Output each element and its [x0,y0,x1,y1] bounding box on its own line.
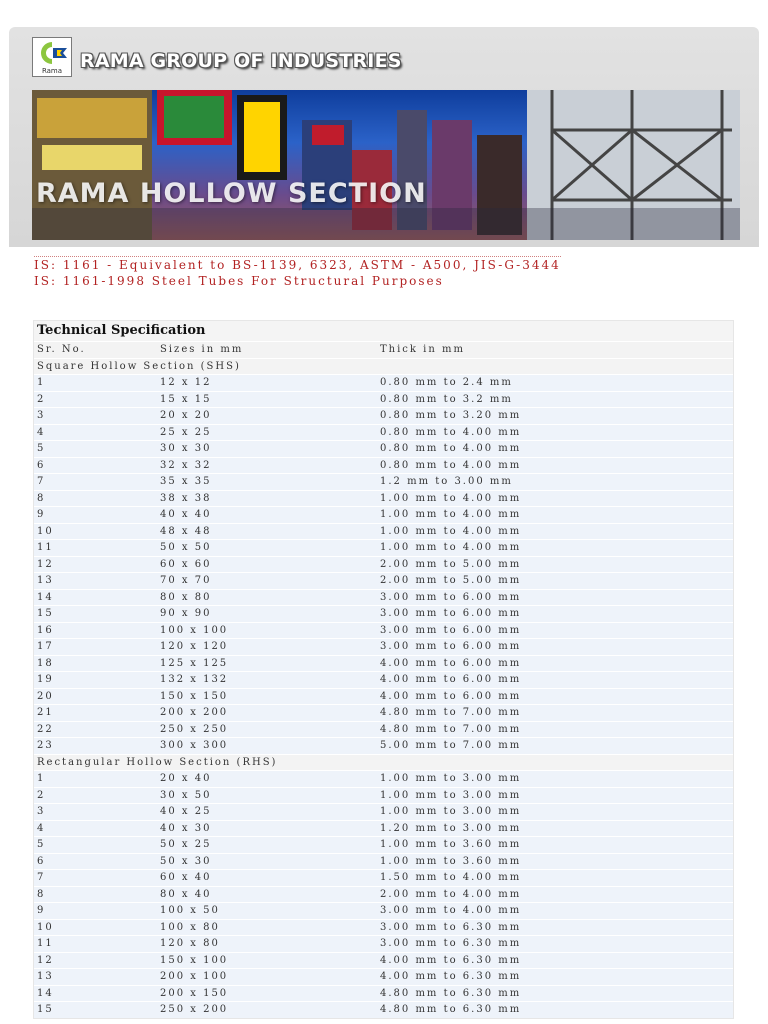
table-row [34,457,733,474]
cell-sr-no: 12 [37,954,54,966]
table-row [34,539,733,556]
table-row [34,490,733,507]
cell-sr-no: 7 [37,476,46,487]
cell-size: 100 x 100 [160,624,229,636]
cell-sr-no: 8 [37,492,46,504]
cell-thickness: 3.00 mm to 6.30 mm [380,938,522,949]
table-row [34,424,733,441]
cell-size: 40 x 40 [160,509,212,520]
cell-sr-no: 17 [37,641,54,652]
table-row [34,836,733,853]
cell-thickness: 1.00 mm to 4.00 mm [380,509,522,520]
table-row [34,407,733,424]
cell-thickness: 3.00 mm to 6.00 mm [380,641,522,652]
cell-sr-no: 9 [37,905,46,916]
cell-size: 60 x 60 [160,558,212,570]
table-header-row [34,341,733,358]
cell-size: 38 x 38 [160,492,212,504]
table-row [34,770,733,787]
table-row [34,440,733,457]
cell-size: 40 x 30 [160,822,212,834]
table-row [34,704,733,721]
cell-sr-no: 15 [37,608,54,619]
table-row [34,902,733,919]
cell-size: 25 x 25 [160,426,212,438]
cell-sr-no: 21 [37,707,54,718]
cell-size: 90 x 90 [160,608,212,619]
section-header-row [34,358,733,375]
cell-size: 35 x 35 [160,476,212,487]
cell-size: 50 x 25 [160,839,212,850]
cell-thickness: 1.00 mm to 4.00 mm [380,542,522,553]
cell-sr-no: 15 [37,1004,54,1015]
cell-thickness: 4.00 mm to 6.00 mm [380,657,522,669]
cell-thickness: 1.00 mm to 3.60 mm [380,855,522,867]
cell-sr-no: 9 [37,509,46,520]
cell-size: 200 x 150 [160,987,229,999]
cell-sr-no: 6 [37,459,46,471]
cell-sr-no: 5 [37,443,46,454]
cell-thickness: 4.80 mm to 7.00 mm [380,707,522,718]
cell-size: 200 x 100 [160,971,229,982]
cell-sr-no: 14 [37,591,54,603]
cell-size: 80 x 80 [160,591,212,603]
cell-thickness: 1.00 mm to 3.60 mm [380,839,522,850]
table-row [34,721,733,738]
cell-size: 132 x 132 [160,674,229,685]
cell-thickness: 2.00 mm to 5.00 mm [380,575,522,586]
cell-thickness: 0.80 mm to 4.00 mm [380,459,522,471]
cell-sr-no: 2 [37,789,46,801]
standard-equivalent-line: IS: 1161 - Equivalent to BS-1139, 6323, ASTM - A500, JIS-G-3444 [34,258,561,272]
table-row [34,1001,733,1018]
cell-sr-no: 11 [37,938,54,949]
cell-sr-no: 10 [37,525,54,537]
table-row [34,853,733,870]
cell-thickness: 2.00 mm to 4.00 mm [380,888,522,900]
banner-title: RAMA HOLLOW SECTION [36,178,427,209]
table-title: Technical Specification [34,321,733,341]
cell-sr-no: 2 [37,393,46,405]
table-row [34,919,733,936]
cell-thickness: 2.00 mm to 5.00 mm [380,558,522,570]
cell-sr-no: 13 [37,575,54,586]
table-row [34,622,733,639]
table-row [34,886,733,903]
cell-size: 60 x 40 [160,872,212,883]
cell-thickness: 1.00 mm to 3.00 mm [380,789,522,801]
cell-sr-no: 6 [37,855,46,867]
cell-size: 40 x 25 [160,806,212,817]
section-header-row [34,754,733,771]
cell-size: 50 x 30 [160,855,212,867]
company-logo[interactable] [32,37,72,77]
cell-size: 20 x 20 [160,410,212,421]
cell-sr-no: 1 [37,773,46,784]
table-row [34,473,733,490]
cell-thickness: 1.20 mm to 3.00 mm [380,822,522,834]
cell-size: 30 x 30 [160,443,212,454]
cell-thickness: 0.80 mm to 3.20 mm [380,410,522,421]
table-row [34,655,733,672]
table-row [34,605,733,622]
table-row [34,737,733,754]
cell-sr-no: 12 [37,558,54,570]
cell-thickness: 1.00 mm to 3.00 mm [380,773,522,784]
cell-sr-no: 3 [37,410,46,421]
cell-size: 20 x 40 [160,773,212,784]
cell-size: 120 x 120 [160,641,229,652]
cell-sr-no: 14 [37,987,54,999]
cell-size: 250 x 200 [160,1004,229,1015]
cell-size: 32 x 32 [160,459,212,471]
cell-sr-no: 18 [37,657,54,669]
cell-size: 48 x 48 [160,525,212,537]
table-row [34,589,733,606]
cell-size: 120 x 80 [160,938,220,949]
table-row [34,391,733,408]
cell-sr-no: 23 [37,740,54,751]
cell-sr-no: 4 [37,426,46,438]
cell-thickness: 4.00 mm to 6.00 mm [380,690,522,702]
cell-sr-no: 3 [37,806,46,817]
cell-size: 30 x 50 [160,789,212,801]
table-row [34,787,733,804]
cell-thickness: 1.00 mm to 3.00 mm [380,806,522,817]
table-row [34,952,733,969]
cell-size: 250 x 250 [160,723,229,735]
cell-sr-no: 20 [37,690,54,702]
cell-sr-no: 19 [37,674,54,685]
cell-size: 125 x 125 [160,657,229,669]
cell-size: 70 x 70 [160,575,212,586]
header-thickness: Thick in mm [380,344,465,355]
table-row [34,935,733,952]
standard-title-line: IS: 1161-1998 Steel Tubes For Structural Purposes [34,274,444,288]
table-row [34,869,733,886]
cell-thickness: 4.80 mm to 7.00 mm [380,723,522,735]
cell-thickness: 0.80 mm to 4.00 mm [380,443,522,454]
cell-sr-no: 10 [37,921,54,933]
cell-size: 150 x 150 [160,690,229,702]
cell-thickness: 3.00 mm to 6.30 mm [380,921,522,933]
cell-thickness: 4.80 mm to 6.30 mm [380,987,522,999]
table-row [34,374,733,391]
section-name: Rectangular Hollow Section (RHS) [37,756,278,768]
cell-sr-no: 11 [37,542,54,553]
table-row [34,572,733,589]
cell-thickness: 1.50 mm to 4.00 mm [380,872,522,883]
cell-thickness: 4.00 mm to 6.30 mm [380,971,522,982]
cell-sr-no: 22 [37,723,54,735]
logo-label: Rama [41,67,63,75]
table-row [34,506,733,523]
cell-thickness: 3.00 mm to 6.00 mm [380,591,522,603]
cell-thickness: 4.80 mm to 6.30 mm [380,1004,522,1015]
cell-thickness: 0.80 mm to 2.4 mm [380,377,513,388]
table-row [34,671,733,688]
table-row [34,688,733,705]
cell-sr-no: 4 [37,822,46,834]
cell-thickness: 4.00 mm to 6.00 mm [380,674,522,685]
table-row [34,523,733,540]
cell-sr-no: 13 [37,971,54,982]
section-name: Square Hollow Section (SHS) [37,360,241,372]
standards-block [34,256,561,289]
cell-thickness: 0.80 mm to 4.00 mm [380,426,522,438]
cell-thickness: 1.00 mm to 4.00 mm [380,492,522,504]
cell-thickness: 5.00 mm to 7.00 mm [380,740,522,751]
cell-size: 200 x 200 [160,707,229,718]
cell-size: 15 x 15 [160,393,212,405]
city-skyline-image [32,90,740,240]
cell-size: 300 x 300 [160,740,229,751]
rama-logo-icon [35,39,69,67]
cell-sr-no: 1 [37,377,46,388]
table-body [34,358,733,1018]
cell-thickness: 1.00 mm to 4.00 mm [380,525,522,537]
header-banner [32,90,740,240]
table-row [34,968,733,985]
cell-size: 80 x 40 [160,888,212,900]
cell-thickness: 3.00 mm to 4.00 mm [380,905,522,916]
table-row [34,556,733,573]
cell-sr-no: 7 [37,872,46,883]
cell-size: 100 x 50 [160,905,220,916]
cell-thickness: 4.00 mm to 6.30 mm [380,954,522,966]
table-row [34,803,733,820]
cell-size: 50 x 50 [160,542,212,553]
company-title: RAMA GROUP OF INDUSTRIES [80,50,402,72]
cell-thickness: 0.80 mm to 3.2 mm [380,393,513,405]
cell-sr-no: 8 [37,888,46,900]
technical-specification-table [33,320,734,1019]
cell-thickness: 3.00 mm to 6.00 mm [380,624,522,636]
table-row [34,638,733,655]
cell-size: 12 x 12 [160,377,212,388]
cell-sr-no: 16 [37,624,54,636]
cell-size: 100 x 80 [160,921,220,933]
header-sizes: Sizes in mm [160,344,244,355]
cell-thickness: 1.2 mm to 3.00 mm [380,476,513,487]
table-row [34,985,733,1002]
cell-size: 150 x 100 [160,954,229,966]
cell-thickness: 3.00 mm to 6.00 mm [380,608,522,619]
header-sr-no: Sr. No. [37,344,86,355]
table-row [34,820,733,837]
cell-sr-no: 5 [37,839,46,850]
